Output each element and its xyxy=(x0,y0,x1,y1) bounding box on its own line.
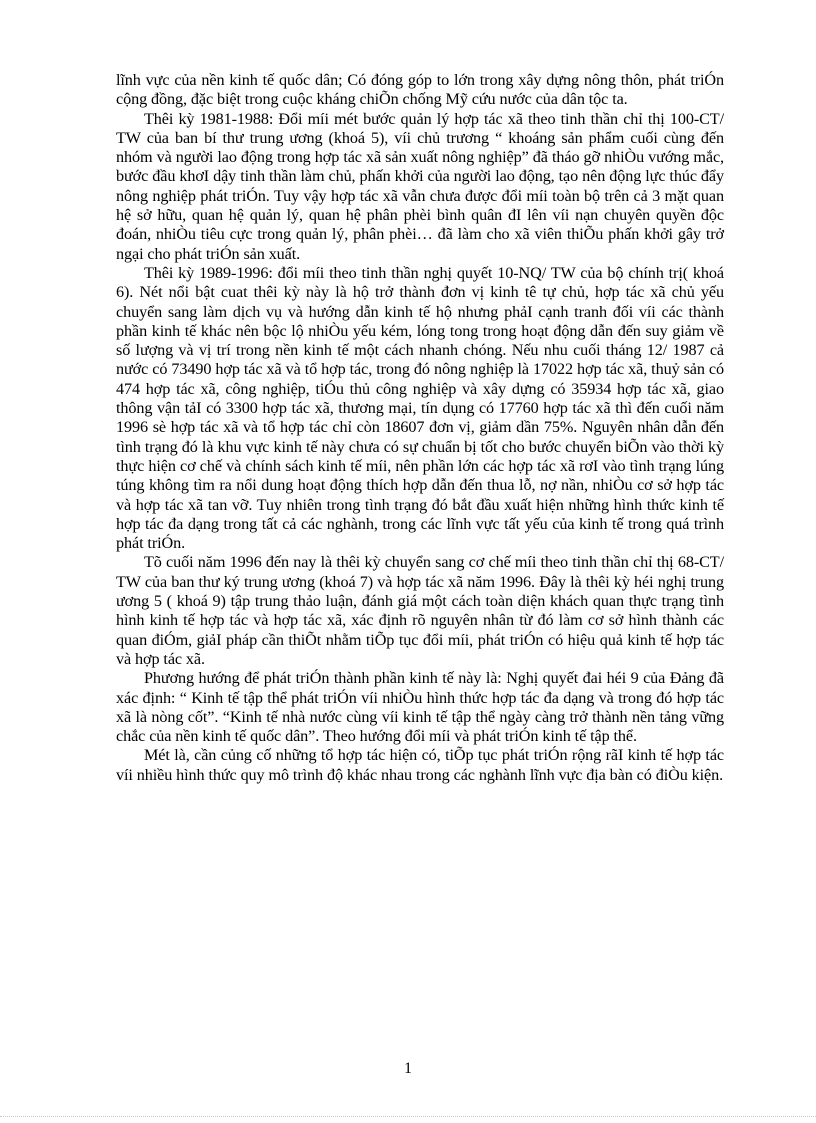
document-body xyxy=(116,71,724,785)
paragraph-continuation: lĩnh vực của nền kinh tế quốc dân; Có đóng góp to lớn trong xây dựng nông thôn, phát triÓn cộng đồng, đặc biệt trong cuộc kháng chiÕn chống Mỹ cứu nước của dân tộc ta. xyxy=(116,71,724,109)
paragraph-period-1981-1988: Thêi kỳ 1981-1988: Đổi míi mét bước quản lý hợp tác xã theo tinh thần chỉ thị 100-CT/ TW của ban bí thư trung ương (khoá 5), víi chủ trương “ khoáng sản phẩm cuối cùng đến nhóm và người lao động trong hợp tác xã sản xuất nông nghiệp” đã tháo gỡ nhiÒu vướng mắc, bước đầu khơI dậy tinh thần làm chủ, phấn khởi của người lao động, tạo nên động lực thúc đẩy nông nghiệp phát triÓn. Tuy vậy hợp tác xã vẫn chưa được đổi míi toàn bộ trên cả 3 mặt quan hệ sở hữu, quan hệ quản lý, quan hệ phân phèi bình quân đI lên víi nạn chuyên quyền độc đoán, nhiÒu tiêu cực trong quản lý, phân phèi… đã làm cho xã viên thiÕu phấn khởi gây trở ngại cho phát triÓn sản xuất. xyxy=(116,109,724,263)
page-number: 1 xyxy=(404,1060,412,1077)
page-edge-divider xyxy=(0,1116,816,1117)
paragraph-period-1989-1996: Thêi kỳ 1989-1996: đổi míi theo tinh thần nghị quyết 10-NQ/ TW của bộ chính trị( khoá 6). Nét nổi bật cuat thêi kỳ này là hộ trở thành đơn vị kinh tê tự chủ, hợp tác xã chủ yếu chuyển sang làm dịch vụ và hướng dẫn kinh tế hộ nhưng phảI cạnh tranh đối víi các thành phần kinh tế khác nên bộc lộ nhiÒu yếu kém, lóng tong trong hoạt động dẫn đến suy giảm về số lượng và vị trí trong nền kinh tế một cách nhanh chóng. Nếu nhu cuối tháng 12/ 1987 cả nước có 73490 hợp tác xã và tổ hợp tác, trong đó nông nghiệp là 17022 hợp tác xã, thuỷ sản có 474 hợp tác xã, công nghiệp, tiÓu thủ công nghiệp và xây dựng có 35934 hợp tác xã, giao thông vận tảI có 3300 hợp tác xã, thương mại, tín dụng có 17760 hợp tác xã thì đến cuối năm 1996 sè hợp tác xã và tổ hợp tác chỉ còn 18607 đơn vị, giảm dần 75%. Nguyên nhân dẫn đến tình trạng đó là khu vực kinh tế này chưa có sự chuẩn bị tốt cho bước chuyển biÕn vào thời kỳ thực hiện cơ chế và chính sách kinh tế míi, nên phần lớn các hợp tác xã rơI vào tình trạng lúng túng không tìm ra nổi dung hoạt động thích hợp dẫn đến thua lỗ, nợ nần, nhiÒu cơ sở hợp tác và hợp tác xã tan vỡ. Tuy nhiên trong tình trạng đó bắt đầu xuất hiện những hình thức kinh tế hợp tác đa dạng trong tất cả các nghành, trong các lĩnh vực tất yếu của kinh tế trong quá trình phát triÓn. xyxy=(116,263,724,553)
paragraph-first-measure: Mét là, cần củng cố những tổ hợp tác hiện có, tiÕp tục phát triÓn rộng rãI kinh tế hợp tác víi nhiều hình thức quy mô trình độ khác nhau trong các nghành lĩnh vực địa bàn có điÒu kiện. xyxy=(116,746,724,784)
paragraph-period-1996-present: Tõ cuối năm 1996 đến nay là thêi kỳ chuyển sang cơ chế míi theo tinh thần chỉ thị 68-CT/ TW của ban thư ký trung ương (khoá 7) và hợp tác xã năm 1996. Đây là thêi kỳ héi nghị trung ương 5 ( khoá 9) tập trung thảo luận, đánh giá một cách toàn diện khách quan thực trạng tình hình kinh tế hợp tác và hợp tác xã, xác định rõ nguyên nhân từ đó làm cơ sở hình thành các quan điÓm, giảI pháp cần thiÕt nhằm tiÕp tục đổi míi, phát triÓn có hiệu quả kinh tế hợp tác và hợp tác xã. xyxy=(116,553,724,668)
paragraph-direction: Phương hướng để phát triÓn thành phần kinh tế này là: Nghị quyết đai héi 9 của Đảng đã xác định: “ Kinh tế tập thể phát triÓn víi nhiÒu hình thức hợp tác đa dạng và trong đó hợp tác xã là nòng cốt”. “Kinh tế nhà nước cùng víi kinh tế tập thể ngày càng trở thành nền tảng vững chắc của nền kinh tế quốc dân”. Theo hướng đổi míi và phát triÓn kinh tế tập thể. xyxy=(116,669,724,746)
